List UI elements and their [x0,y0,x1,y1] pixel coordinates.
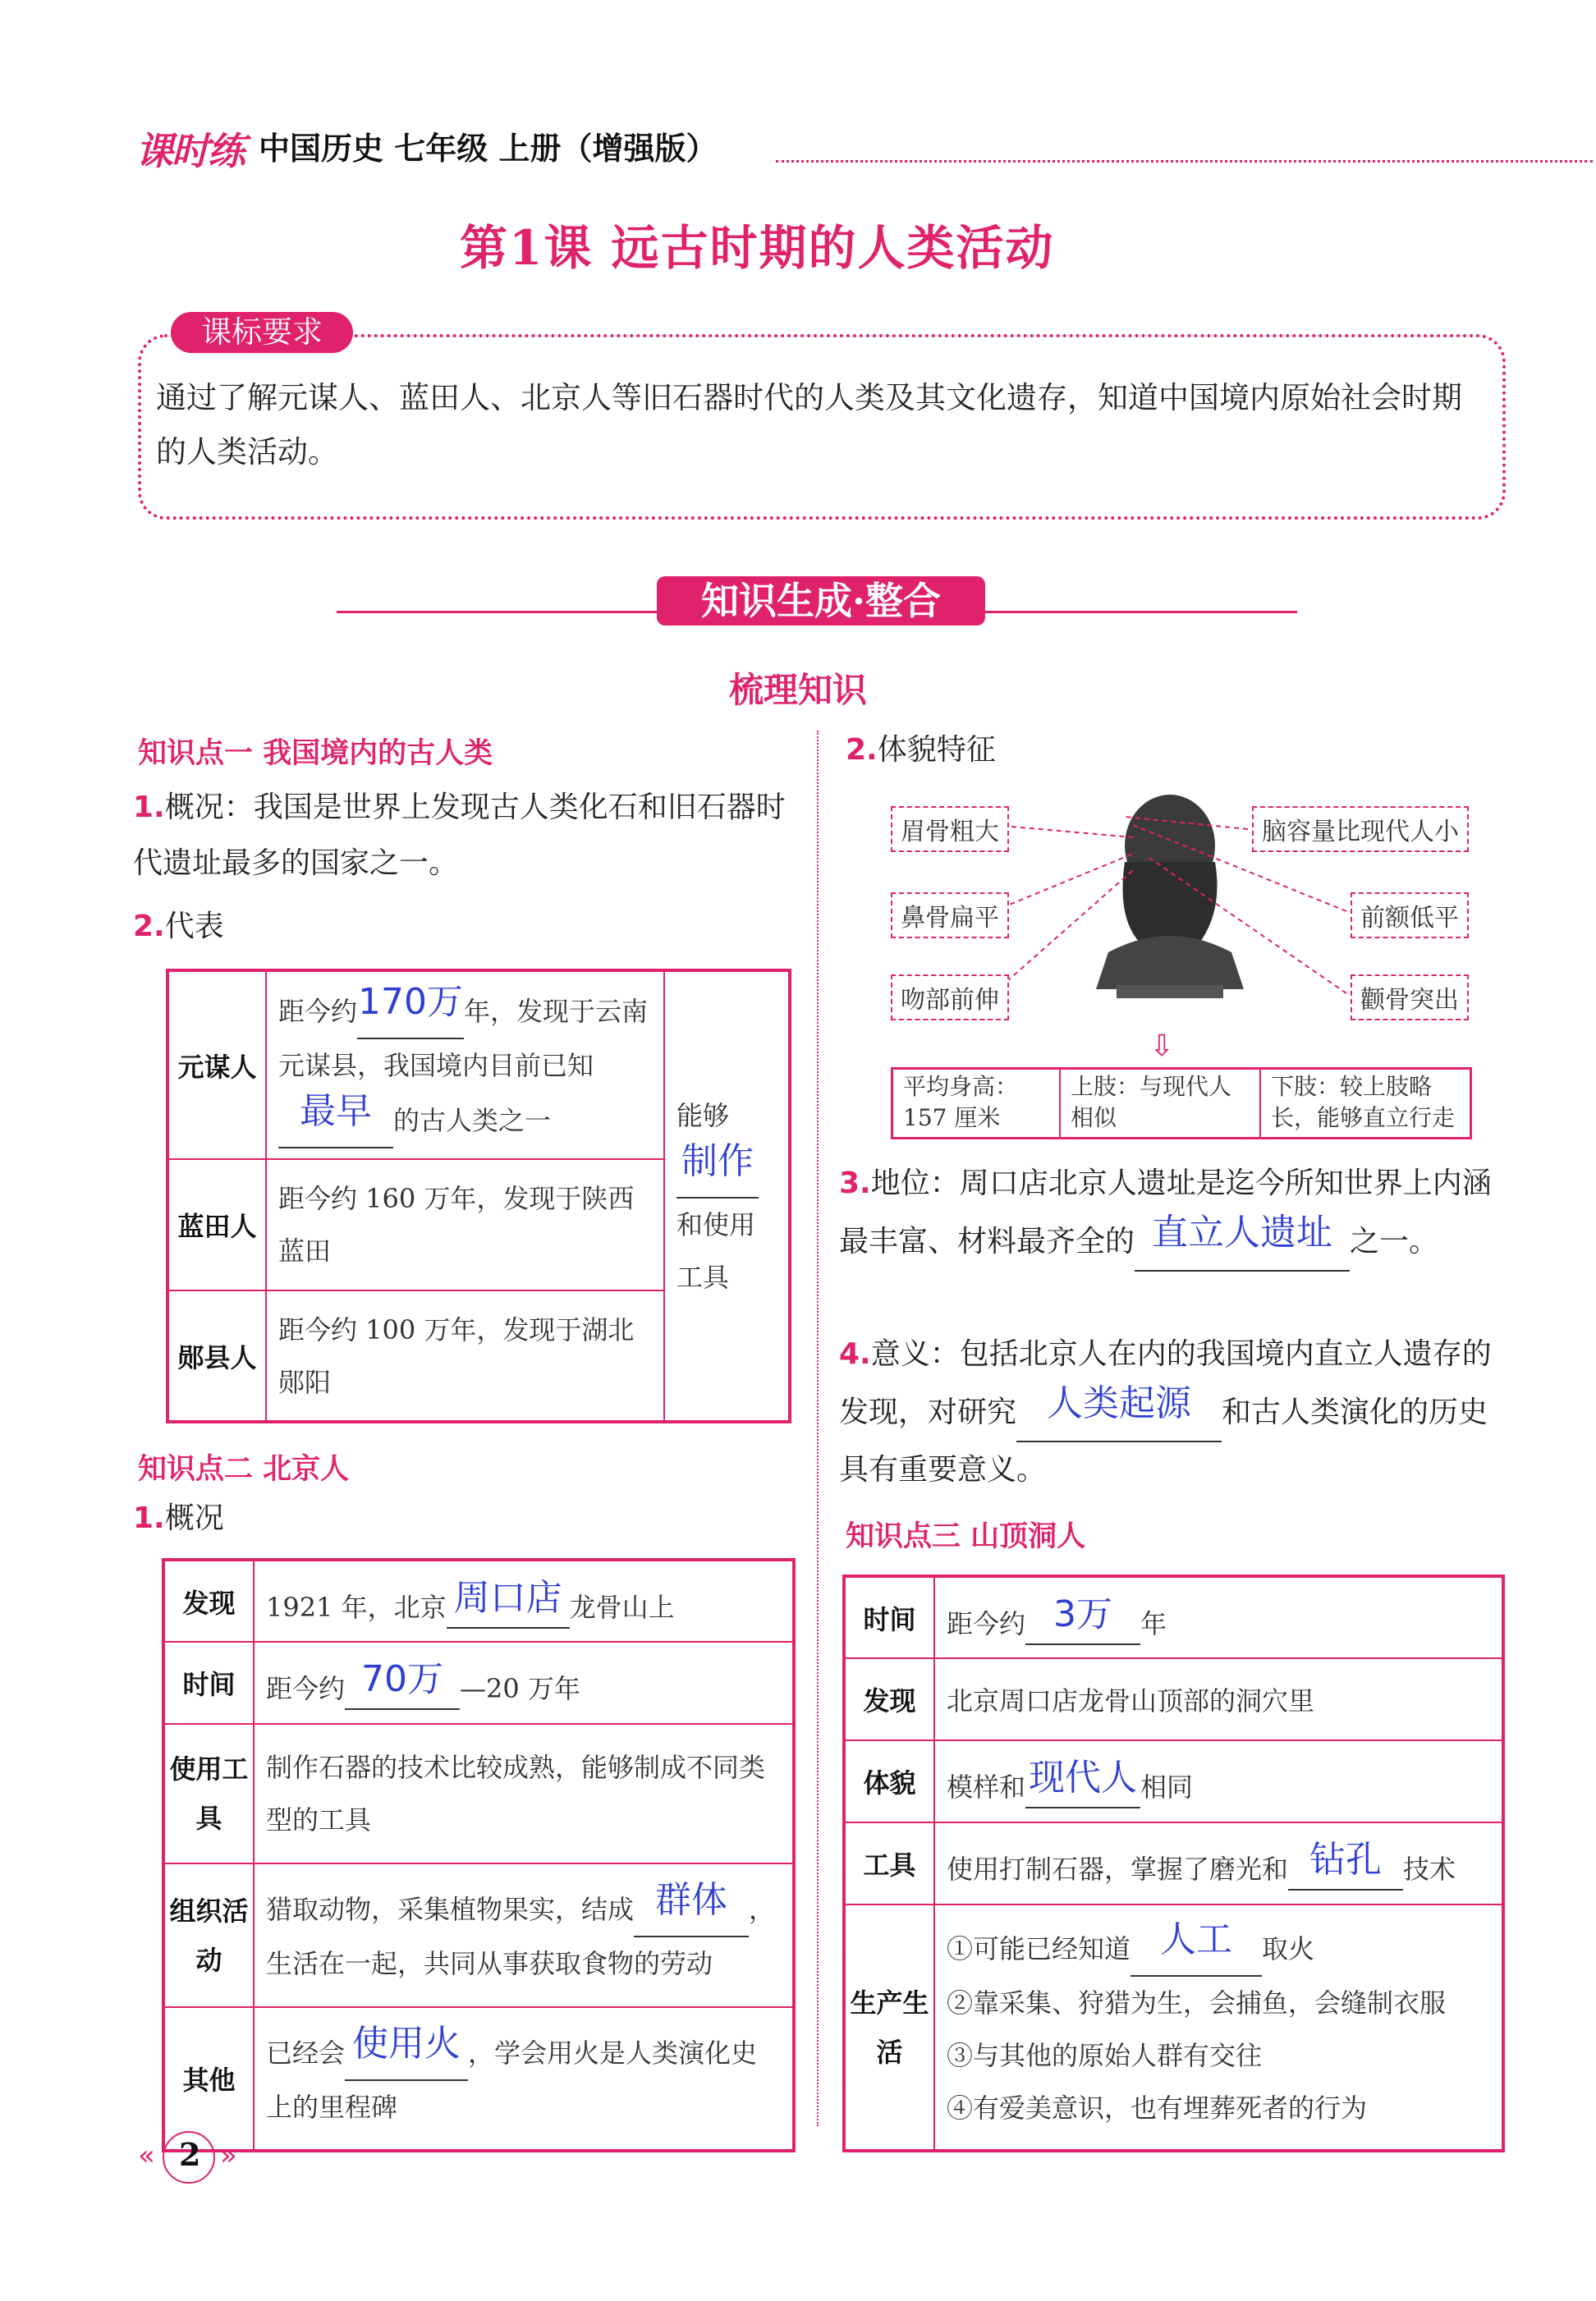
kp1-item2-text: 代表 [164,910,224,943]
shared-text-b: 和使用工具 [676,1208,756,1293]
cell-discovery-val [254,1560,794,1642]
down-arrow-icon: ⇩ [1149,1029,1175,1063]
book-title: 中国历史 七年级 上册（增强版） [259,131,718,167]
answer-zuizao: 最早 [300,1089,372,1132]
blank-zhizuo [676,1139,759,1199]
footer-ornament-left-icon: « [138,2139,155,2172]
kp2-title: 知识点二 北京人 [138,1453,350,1486]
blank-zhoukoudian [447,1574,570,1629]
column-divider [817,731,819,2126]
label-muzzle: 吻部前伸 [891,974,1009,1020]
cell-shared-tools [664,970,790,1422]
kp2-item1 [133,1491,224,1547]
kp2-item1-text: 概况 [164,1501,224,1535]
time-text-b: —20 万年 [460,1673,580,1704]
blank-70wan [345,1656,460,1710]
cell-time-key: 时间 [163,1642,254,1724]
answer-shiyonghuo: 使用火 [352,2022,461,2065]
kp1-item2-num: 2. [133,910,165,943]
kp1-item1-text: 概况：我国是世界上发现古人类化石和旧石器时代遗址最多的国家之一。 [133,791,786,880]
blank-zuizao [278,1089,393,1148]
right-item3 [839,1156,1508,1272]
right-item3-num: 3. [839,1167,871,1200]
uc-time-text-b: 年 [1140,1607,1167,1639]
uc-life-line2: ②靠采集、狩猎为生，会捕鱼，会缝制衣服 [947,1987,1447,2019]
blank-xiandairen [1025,1754,1140,1808]
cell-uc-life-val [934,1905,1503,2151]
kp1-title: 知识点一 我国境内的古人类 [138,737,493,770]
figure-height: 平均身高：157 厘米 [893,1070,1061,1137]
shared-text-a: 能够 [676,1099,730,1131]
cell-lantian-key: 蓝田人 [167,1159,266,1290]
answer-70wan: 70万 [361,1658,444,1700]
uc-life-line1 [947,1920,1490,1977]
label-nose: 鼻骨扁平 [891,892,1009,938]
org-text-b: ，生活在一起，共同从事获取食物的劳动 [266,1894,776,1979]
uc-life-line4: ④有爱美意识，也有埋葬死者的行为 [947,2092,1368,2124]
label-brain: 脑容量比现代人小 [1252,806,1469,852]
cell-lantian-val: 距今约 160 万年，发现于陕西蓝田 [266,1159,664,1290]
brand-logo: 课时练 [135,129,244,173]
item3-text-a: 地位：周口店北京人遗址是迄今所知世界上内涵最丰富、材料最齐全的 [839,1167,1492,1258]
cell-other-val [254,2007,794,2151]
yuanmou-text-c: 的古人类之一 [393,1104,552,1136]
discovery-text-b: 龙骨山上 [569,1591,675,1623]
item3-text-b: 之一。 [1350,1225,1439,1258]
kp2-item1-num: 1. [133,1501,165,1535]
standard-text: 通过了解元谋人、蓝田人、北京人等旧石器时代的人类及其文化遗存，知道中国境内原始社会时期的人类活动。 [156,380,1462,470]
uc-tools-text-b: 技术 [1403,1854,1456,1885]
cell-uc-tools-val [934,1822,1503,1905]
answer-qunti: 群体 [655,1879,728,1921]
uc-life-line3: ③与其他的原始人群有交往 [947,2040,1263,2071]
blank-rengong [1130,1920,1262,1977]
figure-lower-limbs: 下肢：较上肢略长，能够直立行走 [1271,1073,1456,1131]
cell-yunxian-key: 郧县人 [167,1290,266,1422]
blank-renleiqiyuan [1016,1382,1222,1442]
footer-ornament-right-icon: » [220,2139,237,2172]
cell-tools-val: 制作石器的技术比较成熟，能够制成不同类型的工具 [254,1724,794,1863]
cell-uc-appearance-val [934,1740,1503,1822]
kp1-item2 [133,899,224,955]
discovery-text-a: 1921 年，北京 [266,1591,447,1623]
blank-3wan [1025,1591,1140,1645]
header-divider [776,160,1593,163]
answer-170wan: 170万 [358,980,463,1023]
time-text-a: 距今约 [266,1673,346,1704]
uc-time-text-a: 距今约 [947,1607,1026,1639]
upper-cave-table [842,1574,1505,2152]
figure-bottom-box [891,1067,1472,1139]
representatives-table [166,969,791,1423]
cell-yuanmou-val [266,970,664,1159]
figure-upper-limbs: 上肢：与现代人相似 [1061,1070,1261,1137]
org-text-a: 猎取动物，采集植物果实，结成 [266,1894,635,1925]
cell-org-key: 组织活动 [163,1863,254,2007]
blank-zuankong [1288,1836,1403,1891]
cell-uc-discovery-val: 北京周口店龙骨山顶部的洞穴里 [934,1658,1503,1740]
blank-zhilirenyizhi [1135,1212,1350,1272]
answer-renleiqiyuan: 人类起源 [1047,1382,1192,1424]
uc-appearance-text-b: 相同 [1140,1772,1194,1803]
other-text-b: ，学会用火是人类演化史上的里程碑 [266,2037,758,2123]
kp1-item1 [133,780,806,892]
label-cheekbone: 颧骨突出 [1351,974,1469,1020]
answer-zuankong: 钻孔 [1309,1839,1383,1881]
cell-uc-time-key: 时间 [844,1576,934,1658]
peking-man-table [162,1558,796,2152]
uc-life-line1-b: 取火 [1262,1933,1315,1964]
uc-tools-text-a: 使用打制石器，掌握了磨光和 [947,1854,1289,1885]
label-brow: 眉骨粗大 [891,806,1009,852]
cell-yunxian-val: 距今约 100 万年，发现于湖北郧阳 [266,1290,664,1422]
cell-discovery-key: 发现 [163,1560,254,1642]
kp1-item1-num: 1. [133,791,165,824]
uc-appearance-text-a: 模样和 [947,1772,1026,1803]
page-number: 2 [179,2136,201,2173]
blank-qunti [634,1881,749,1937]
label-forehead: 前额低平 [1351,892,1469,938]
section-subhead: 梳理知识 [728,670,867,710]
yuanmou-text-a: 距今约 [278,995,358,1027]
cell-org-val [254,1863,794,2007]
cell-uc-tools-key: 工具 [844,1822,934,1905]
answer-zhilirenyizhi: 直立人遗址 [1152,1212,1333,1254]
right-item4-num: 4. [839,1337,871,1371]
banner-line-left [337,611,657,613]
cell-time-val [254,1642,794,1724]
section-banner: 知识生成·整合 [657,576,985,626]
standard-tag: 课标要求 [171,312,353,353]
cell-yuanmou-key: 元谋人 [167,970,266,1159]
answer-zhoukoudian: 周口店 [453,1576,562,1619]
right-item2-num: 2. [846,733,878,767]
cell-uc-life-key: 生产生活 [844,1905,934,2151]
other-text-a: 已经会 [266,2037,346,2069]
answer-rengong: 人工 [1160,1918,1233,1960]
blank-170wan [357,980,464,1039]
uc-life-line1-a: ①可能已经知道 [947,1933,1131,1964]
right-item2-text: 体貌特征 [877,733,996,767]
cell-other-key: 其他 [163,2007,254,2151]
banner-line-right [985,611,1297,613]
item4-text-a: 意义：包括北京人在内的我国境内直立人遗存的发现，对研究 [839,1337,1492,1429]
answer-zhizuo: 制作 [681,1139,754,1182]
right-item4 [839,1327,1508,1498]
lesson-title: 第1课 远古时期的人类活动 [460,220,1055,276]
blank-shiyonghuo [345,2024,468,2081]
kp3-title: 知识点三 山顶洞人 [846,1520,1086,1553]
answer-xiandairen: 现代人 [1029,1757,1138,1799]
yuanmou-text-b: 年，发现于云南元谋县，我国境内目前已知 [278,995,649,1081]
cell-uc-time-val [934,1576,1503,1658]
right-item2 [846,722,996,778]
item4-text-b: 和古人类演化的历史具有重要意义。 [839,1396,1488,1487]
cell-tools-key: 使用工具 [163,1724,254,1863]
cell-uc-appearance-key: 体貌 [844,1740,934,1822]
answer-3wan: 3万 [1053,1593,1113,1635]
cell-uc-discovery-key: 发现 [844,1658,934,1740]
